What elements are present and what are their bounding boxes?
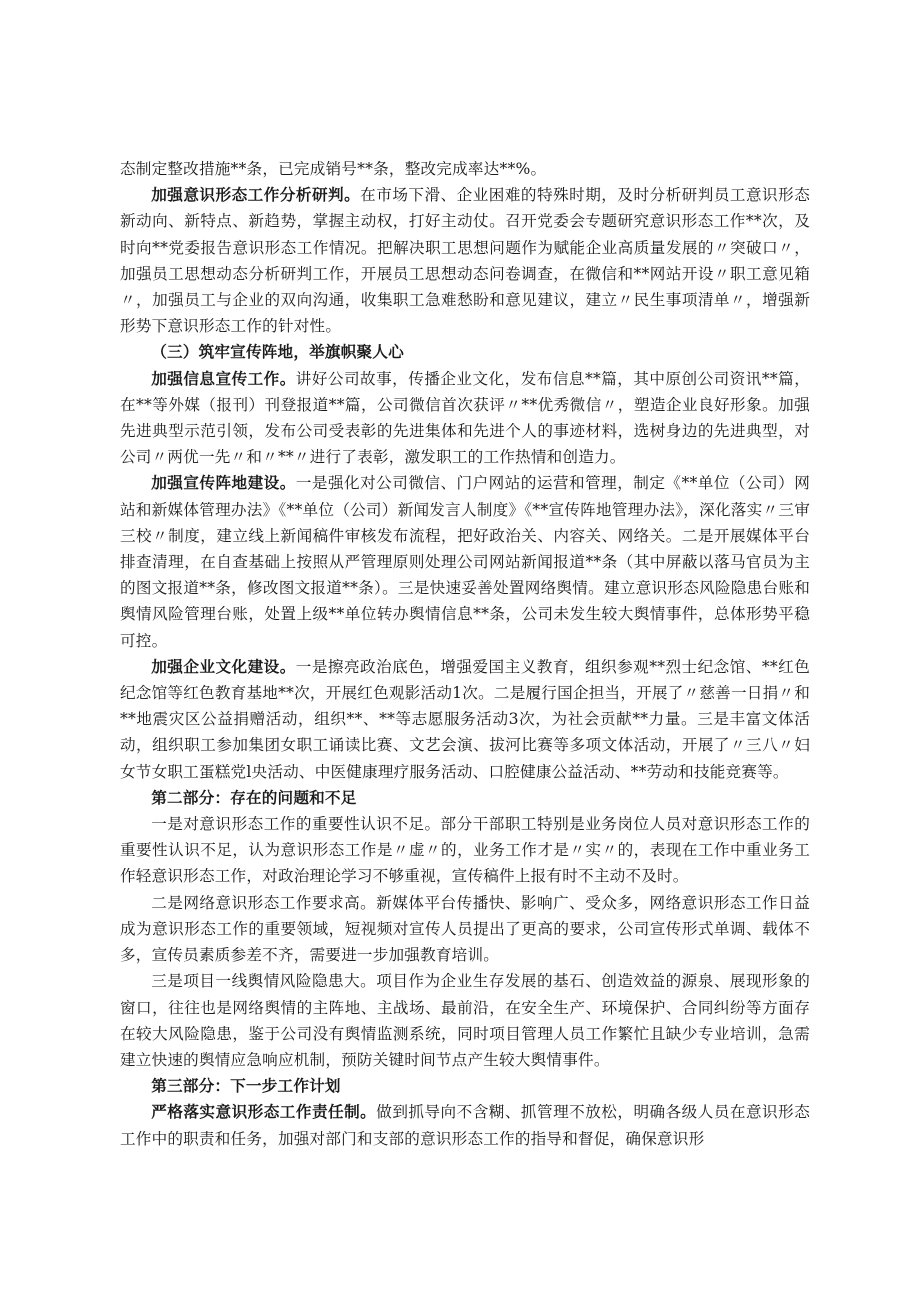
- paragraph-lead: 严格落实意识形态工作责任制。: [151, 1102, 377, 1122]
- paragraph: [120, 811, 810, 890]
- paragraph: [120, 156, 810, 182]
- paragraph-text: 一是对意识形态工作的重要性认识不足。部分干部职工特别是业务岗位人员对意识形态工作的重要性认识不足，认为意识形态工作是〃虚〃的，业务工作才是〃实〃的，表现在工作中重业务工作轻意识形态工作，对政治理论学习不够重视，宣传稿件上报有时不主动不及时。: [120, 815, 810, 886]
- paragraph: [120, 654, 810, 785]
- paragraph-lead: 加强宣传阵地建设。: [151, 473, 296, 493]
- paragraph-text: 一是强化对公司微信、门户网站的运营和管理，制定《**单位（公司）网站和新媒体管理办法》《**单位（公司）新闻发言人制度》《**宣传阵地管理办法》，深化落实〃三审三校〃制度，建立线上新闻稿件审核发布流程，把好政治关、内容关、网络关。二是开展媒体平台排查清理，在自查基础上按照从严管理原则处理公司网站新闻报道**条（其中屏蔽以落马官员为主的图文报道**条，修改图文报道**条）。三是快速妥善处置网络舆情。建立意识形态风险隐患台账和舆情风险管理台账，处置上级**单位转办舆情信息**条，公司未发生较大舆情事件，总体形势平稳可控。: [120, 474, 810, 650]
- paragraph: [120, 968, 810, 1073]
- paragraph-text: 讲好公司故事，传播企业文化，发布信息**篇，其中原创公司资讯**篇，在**等外媒（报刊）刊登报道**篇，公司微信首次获评〃**优秀微信〃，塑造企业良好形象。加强先进典型示范引领，发布公司受表彰的先进集体和先进个人的事迹材料，选树身边的先进典型，对公司〃两优一先〃和〃**〃进行了表彰，激发职工的工作热情和创造力。: [120, 369, 810, 467]
- paragraph-text: 态制定整改措施**条，已完成销号**条，整改完成率达**%。: [120, 160, 547, 178]
- paragraph: [120, 1099, 810, 1151]
- section-heading: （三）筑牢宣传阵地，举旗帜聚人心: [151, 342, 404, 362]
- document-body: [120, 156, 810, 1152]
- paragraph-text: 一是擦亮政治底色，增强爱国主义教育，组织参观**烈士纪念馆、**红色纪念馆等红色教育基地**次，开展红色观影活动1次。二是履行国企担当，开展了〃慈善一日捐〃和**地震灾区公益捐赠活动，组织**、**等志愿服务活动3次，为社会贡献**力量。三是丰富文体活动，组织职工参加集团女职工诵读比赛、文艺会演、拔河比赛等多项文体活动，开展了〃三八〃妇女节女职工蛋糕党l央活动、中医健康理疗服务活动、口腔健康公益活动、**劳动和技能竞赛等。: [120, 657, 810, 781]
- paragraph: [120, 182, 810, 339]
- paragraph: [120, 890, 810, 969]
- paragraph-lead: 加强意识形态工作分析研判。: [151, 185, 361, 205]
- paragraph-text: 三是项目一线舆情风险隐患大。项目作为企业生存发展的基石、创造效益的源泉、展现形象的窗口，往往也是网络舆情的主阵地、主战场、最前沿，在安全生产、环境保护、合同纠纷等方面存在较大风险隐患，鉴于公司没有舆情监测系统，同时项目管理人员工作繁忙且缺少专业培训，急需建立快速的舆情应急响应机制，预防关键时间节点产生较大舆情事件。: [120, 972, 810, 1069]
- paragraph-lead: 加强企业文化建设。: [151, 656, 296, 676]
- paragraph-text: 做到抓导向不含糊、抓管理不放松，明确各级人员在意识形态工作中的职责和任务，加强对部门和支部的意识形态工作的指导和督促，确保意识形: [120, 1103, 810, 1148]
- paragraph-lead: 加强信息宣传工作。: [151, 368, 296, 388]
- part-heading: 第二部分：存在的问题和不足: [151, 787, 357, 807]
- paragraph-text: 二是网络意识形态工作要求高。新媒体平台传播快、影响广、受众多，网络意识形态工作日益成为意识形态工作的重要领域，短视频对宣传人员提出了更高的要求，公司宣传形式单调、载体不多，宣传员素质参差不齐，需要进一步加强教育培训。: [120, 893, 810, 965]
- part-heading: 第三部分：下一步工作计划: [151, 1076, 341, 1096]
- paragraph-text: 在市场下滑、企业困难的特殊时期，及时分析研判员工意识形态新动向、新特点、新趋势，掌握主动权，打好主动仗。召开党委会专题研究意识形态工作**次，及时向**党委报告意识形态工作情况。把解决职工思想问题作为赋能企业高质量发展的〃突破口〃，加强员工思想动态分析研判工作，开展员工思想动态问卷调查，在微信和**网站开设〃职工意见箱〃，加强员工与企业的双向沟通，收集职工急难愁盼和意见建议，建立〃民生事项清单〃，增强新形势下意识形态工作的针对性。: [120, 186, 810, 336]
- paragraph: [120, 470, 810, 653]
- paragraph: [120, 366, 810, 471]
